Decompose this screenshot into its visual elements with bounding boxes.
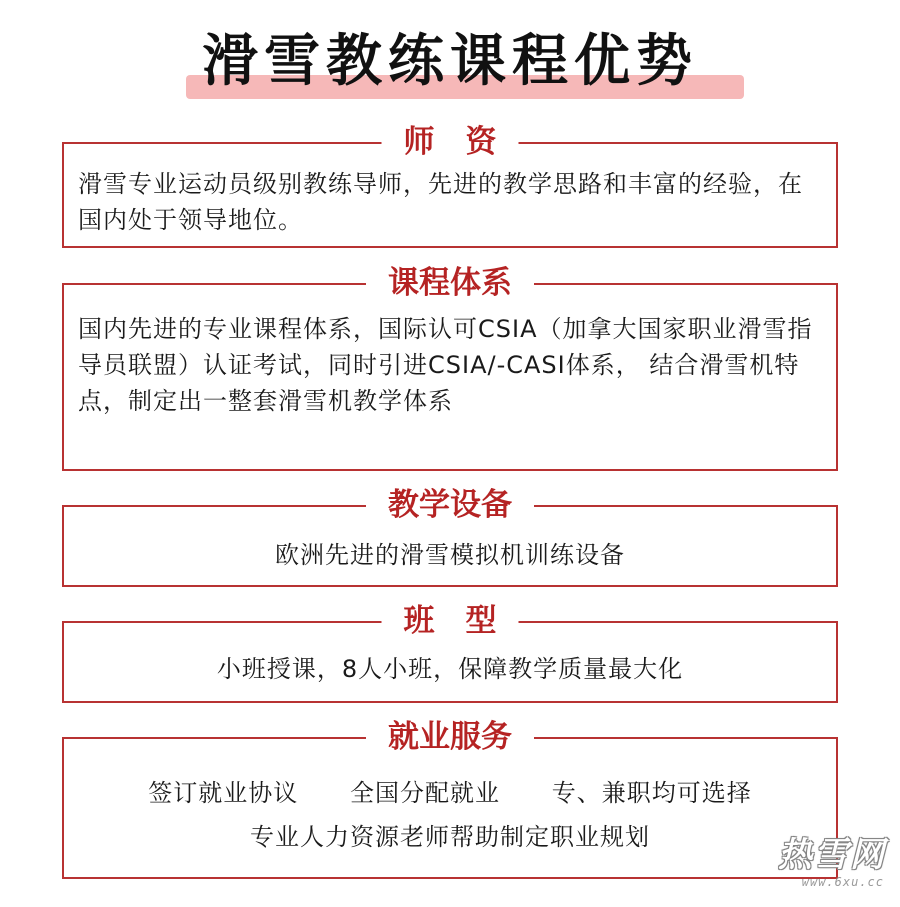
section-curriculum — [62, 265, 838, 471]
section-label-employment: 就业服务 — [366, 717, 534, 757]
section-equipment — [62, 487, 838, 587]
section-text-faculty: 滑雪专业运动员级别教练导师，先进的教学思路和丰富的经验，在国内处于领导地位。 — [78, 170, 803, 234]
title-area — [0, 22, 900, 102]
watermark-logo — [756, 835, 886, 895]
employment-line-1: 签订就业协议 全国分配就业 专、兼职均可选择 — [148, 779, 752, 807]
employment-line-2: 专业人力资源老师帮助制定职业规划 — [250, 823, 650, 851]
page-title: 滑雪教练课程优势 — [202, 29, 698, 94]
section-label-equipment: 教学设备 — [366, 485, 534, 525]
section-text-equipment: 欧洲先进的滑雪模拟机训练设备 — [275, 541, 625, 569]
watermark-url-text: www.6xu.cc — [801, 875, 884, 889]
section-text-curriculum: 国内先进的专业课程体系，国际认可CSIA（加拿大国家职业滑雪指导员联盟）认证考试，同时引进CSIA/-CASI体系， 结合滑雪机特点，制定出一整套滑雪机教学体系 — [78, 315, 813, 415]
section-class-size — [62, 603, 838, 703]
section-label-curriculum: 课程体系 — [366, 263, 534, 303]
section-employment — [62, 719, 838, 879]
section-text-class-size: 小班授课，8人小班，保障教学质量最大化 — [216, 655, 684, 683]
watermark-main-text: 热雪网 — [778, 835, 886, 875]
section-faculty — [62, 124, 838, 248]
section-label-faculty: 师 资 — [382, 122, 519, 162]
section-label-class-size: 班 型 — [382, 601, 519, 641]
